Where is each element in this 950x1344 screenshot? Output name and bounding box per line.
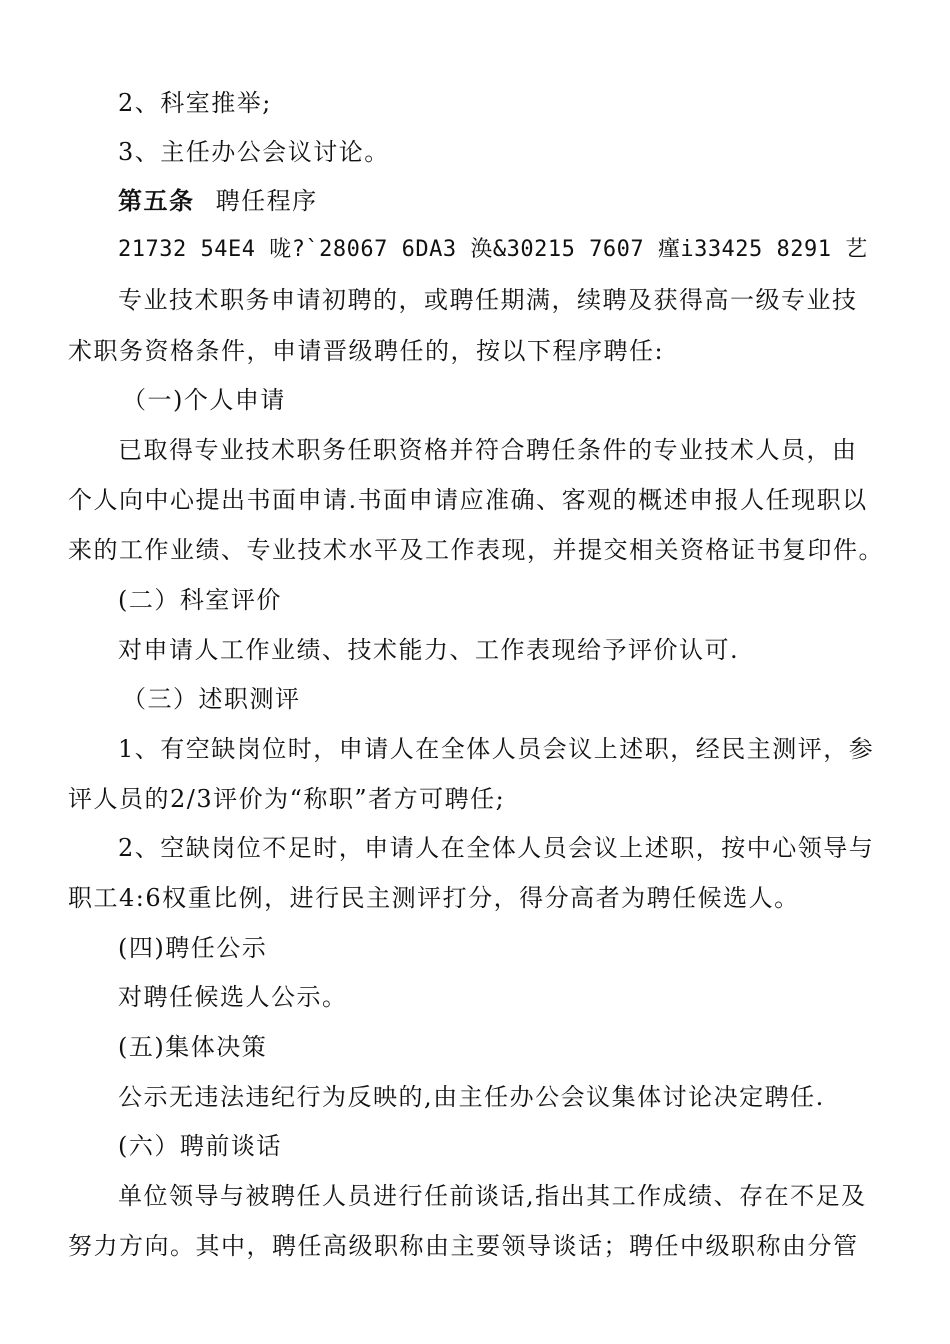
paragraph-line: 1、有空缺岗位时，申请人在全体人员会议上述职，经民主测评，参 — [118, 735, 875, 763]
paragraph-line: 已取得专业技术职务任职资格并符合聘任条件的专业技术人员，由 — [118, 436, 858, 464]
section-heading: (四)聘任公示 — [118, 934, 268, 962]
paragraph-line: 评人员的2/3评价为“称职”者方可聘任; — [68, 785, 506, 813]
paragraph-line: 职工4:6权重比例，进行民主测评打分，得分高者为聘任候选人。 — [68, 884, 800, 912]
article-heading — [118, 186, 318, 216]
section-heading: （三）述职测评 — [122, 685, 301, 713]
section-heading: (六）聘前谈话 — [118, 1132, 282, 1160]
article-title: 聘任程序 — [215, 187, 318, 215]
paragraph-line: 对申请人工作业绩、技术能力、工作表现给予评价认可. — [118, 636, 740, 664]
list-item-recommend: 2、科室推举; — [118, 89, 272, 117]
paragraph-line: 专业技术职务申请初聘的，或聘任期满，续聘及获得高一级专业技 — [118, 286, 858, 314]
garbled-text-line: 21732 54E4 咙?`28067 6DA3 涣&30215 7607 瘽i33425 8291 艺 — [118, 237, 868, 262]
paragraph-line: 单位领导与被聘任人员进行任前谈话,指出其工作成绩、存在不足及 — [118, 1182, 867, 1210]
paragraph-line: 个人向中心提出书面申请.书面申请应准确、客观的概述申报人任现职以 — [68, 486, 868, 514]
paragraph-line: 对聘任候选人公示。 — [118, 983, 348, 1011]
list-item-meeting: 3、主任办公会议讨论。 — [118, 138, 390, 166]
paragraph-line: 努力方向。其中，聘任高级职称由主要领导谈话；聘任中级职称由分管 — [68, 1232, 859, 1260]
section-heading: (五)集体决策 — [118, 1033, 268, 1061]
section-heading: (二）科室评价 — [118, 586, 282, 614]
section-heading: （一)个人申请 — [122, 386, 286, 414]
paragraph-line: 2、空缺岗位不足时，申请人在全体人员会议上述职，按中心领导与 — [118, 834, 875, 862]
paragraph-line: 来的工作业绩、专业技术水平及工作表现，并提交相关资格证书复印件。 — [68, 536, 884, 564]
paragraph-line: 公示无违法违纪行为反映的,由主任办公会议集体讨论决定聘任. — [118, 1083, 825, 1111]
article-label: 第五条 — [118, 187, 195, 215]
paragraph-line: 术职务资格条件，申请晋级聘任的，按以下程序聘任: — [68, 337, 665, 365]
